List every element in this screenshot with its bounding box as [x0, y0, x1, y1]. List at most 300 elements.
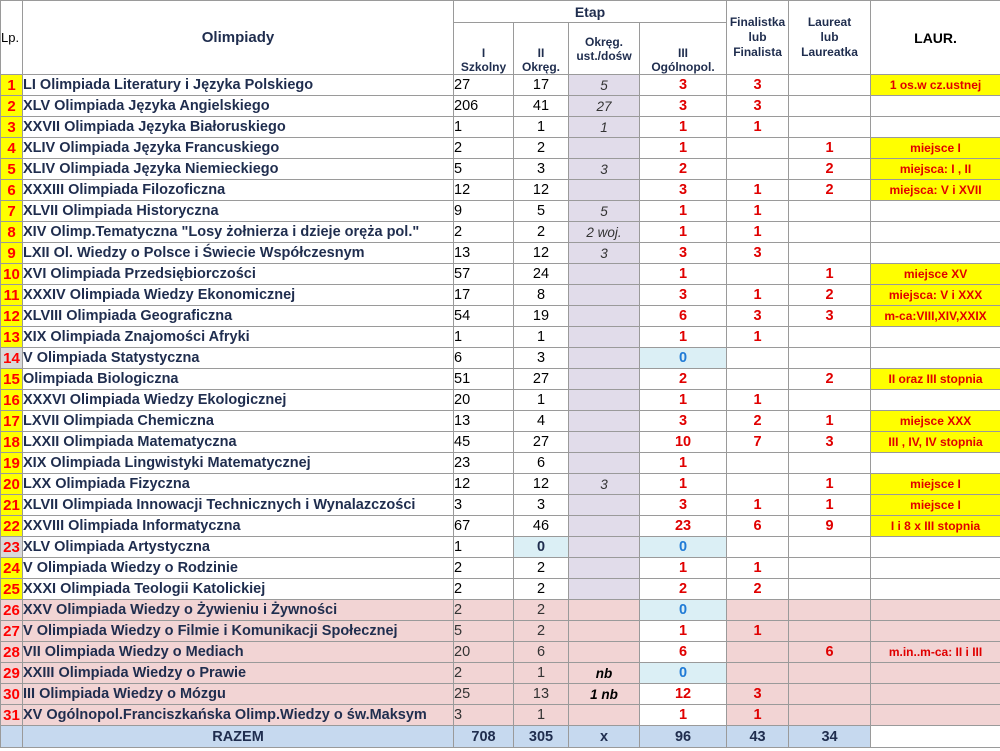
oral-stage-count: 3: [569, 474, 640, 495]
row-number: 19: [1, 453, 23, 474]
olympiad-name: XLV Olimpiada Artystyczna: [23, 537, 454, 558]
row-number: 12: [1, 306, 23, 327]
district-stage-count: 19: [514, 306, 569, 327]
table-row: [1, 663, 1000, 684]
laureate-note: [871, 390, 1000, 411]
total-national: 96: [640, 726, 727, 748]
table-row: [1, 117, 1000, 138]
table-row: [1, 243, 1000, 264]
national-stage-count: 0: [640, 663, 727, 684]
oral-stage-count: [569, 642, 640, 663]
oral-stage-count: 2 woj.: [569, 222, 640, 243]
school-stage-count: 1: [454, 117, 514, 138]
oral-stage-count: [569, 348, 640, 369]
table-row: [1, 264, 1000, 285]
district-stage-count: 46: [514, 516, 569, 537]
table-row: [1, 390, 1000, 411]
laureate-note: [871, 537, 1000, 558]
row-number: 9: [1, 243, 23, 264]
laureate-note: [871, 243, 1000, 264]
district-stage-count: 12: [514, 243, 569, 264]
finalist-count: 1: [727, 180, 789, 201]
oral-stage-count: [569, 369, 640, 390]
row-number: 17: [1, 411, 23, 432]
laureate-note: [871, 222, 1000, 243]
oral-stage-count: [569, 453, 640, 474]
olympiad-name: XIX Olimpiada Lingwistyki Matematycznej: [23, 453, 454, 474]
olympiad-name: XXXIII Olimpiada Filozoficzna: [23, 180, 454, 201]
olympiad-name: LXXII Olimpiada Matematyczna: [23, 432, 454, 453]
row-number: 5: [1, 159, 23, 180]
national-stage-count: 1: [640, 264, 727, 285]
table-row: [1, 516, 1000, 537]
laureate-note: [871, 705, 1000, 726]
national-stage-count: 1: [640, 222, 727, 243]
oral-stage-count: 1: [569, 117, 640, 138]
finalist-count: 6: [727, 516, 789, 537]
national-stage-count: 6: [640, 642, 727, 663]
laureate-count: [789, 621, 871, 642]
laureate-count: 1: [789, 264, 871, 285]
finalist-count: 1: [727, 621, 789, 642]
row-number: 7: [1, 201, 23, 222]
national-stage-count: 0: [640, 537, 727, 558]
school-stage-count: 5: [454, 159, 514, 180]
oral-stage-count: 3: [569, 159, 640, 180]
finalist-header: Finalistka lub Finalista: [727, 1, 789, 75]
oral-stage-count: [569, 327, 640, 348]
finalist-count: [727, 600, 789, 621]
row-number: 26: [1, 600, 23, 621]
district-stage-count: 1: [514, 663, 569, 684]
olympiad-name: LXX Olimpiada Fizyczna: [23, 474, 454, 495]
laureate-note: [871, 96, 1000, 117]
table-row: [1, 453, 1000, 474]
laureate-note: [871, 621, 1000, 642]
row-number: 31: [1, 705, 23, 726]
laureate-note: [871, 453, 1000, 474]
school-stage-count: 13: [454, 243, 514, 264]
school-stage-count: 2: [454, 663, 514, 684]
finalist-count: [727, 159, 789, 180]
national-stage-count: 3: [640, 243, 727, 264]
row-number: 30: [1, 684, 23, 705]
row-number: 22: [1, 516, 23, 537]
district-stage-count: 8: [514, 285, 569, 306]
row-number: 4: [1, 138, 23, 159]
olympiad-name: VII Olimpiada Wiedzy o Mediach: [23, 642, 454, 663]
olympiad-name: XXVII Olimpiada Języka Białoruskiego: [23, 117, 454, 138]
oral-stage-count: [569, 306, 640, 327]
laureate-note: [871, 600, 1000, 621]
table-row: [1, 75, 1000, 96]
table-row: [1, 474, 1000, 495]
table-row: [1, 642, 1000, 663]
row-number: 11: [1, 285, 23, 306]
school-stage-count: 13: [454, 411, 514, 432]
finalist-count: [727, 138, 789, 159]
laureate-count: [789, 390, 871, 411]
stage-oral-header: Okręg. ust./dośw: [569, 23, 640, 75]
district-stage-count: 3: [514, 159, 569, 180]
table-row: [1, 327, 1000, 348]
school-stage-count: 17: [454, 285, 514, 306]
row-number: 15: [1, 369, 23, 390]
stage-district-header: II Okręg.: [514, 23, 569, 75]
district-stage-count: 3: [514, 348, 569, 369]
laureate-count: [789, 327, 871, 348]
national-stage-count: 3: [640, 285, 727, 306]
total-school: 708: [454, 726, 514, 748]
table-body: [1, 75, 1000, 748]
table-row: [1, 600, 1000, 621]
laureate-count: 1: [789, 474, 871, 495]
district-stage-count: 3: [514, 495, 569, 516]
national-stage-count: 1: [640, 705, 727, 726]
table-row: [1, 558, 1000, 579]
school-stage-count: 2: [454, 600, 514, 621]
total-number-cell: [1, 726, 23, 748]
national-stage-count: 1: [640, 621, 727, 642]
olympiad-name: XV Ogólnopol.Franciszkańska Olimp.Wiedzy o św.Maksym: [23, 705, 454, 726]
laureate-count: 1: [789, 495, 871, 516]
total-row: [1, 726, 1000, 748]
table-row: [1, 369, 1000, 390]
table-row: [1, 348, 1000, 369]
school-stage-count: 51: [454, 369, 514, 390]
olympiad-name: XIX Olimpiada Znajomości Afryki: [23, 327, 454, 348]
district-stage-count: 17: [514, 75, 569, 96]
laureate-note: m.in..m-ca: II i III: [871, 642, 1000, 663]
row-number: 10: [1, 264, 23, 285]
stage-national-header: III Ogólnopol.: [640, 23, 727, 75]
laureate-count: [789, 684, 871, 705]
row-number: 23: [1, 537, 23, 558]
table-row: [1, 495, 1000, 516]
finalist-count: 3: [727, 96, 789, 117]
school-stage-count: 2: [454, 222, 514, 243]
olympiad-name: Olimpiada Biologiczna: [23, 369, 454, 390]
finalist-count: 3: [727, 75, 789, 96]
olympiad-name: LXVII Olimpiada Chemiczna: [23, 411, 454, 432]
olympiad-name: XXIII Olimpiada Wiedzy o Prawie: [23, 663, 454, 684]
total-laureates: 34: [789, 726, 871, 748]
olympiad-name: XXXIV Olimpiada Wiedzy Ekonomicznej: [23, 285, 454, 306]
oral-stage-count: [569, 138, 640, 159]
row-number: 21: [1, 495, 23, 516]
district-stage-count: 1: [514, 390, 569, 411]
district-stage-count: 2: [514, 222, 569, 243]
laureate-note: [871, 579, 1000, 600]
olympiad-name: XLVIII Olimpiada Geograficzna: [23, 306, 454, 327]
national-stage-count: 0: [640, 600, 727, 621]
laureate-note: miejsce XV: [871, 264, 1000, 285]
national-stage-count: 1: [640, 453, 727, 474]
oral-stage-count: [569, 579, 640, 600]
national-stage-count: 6: [640, 306, 727, 327]
laureate-count: [789, 453, 871, 474]
school-stage-count: 67: [454, 516, 514, 537]
laureate-note: miejsce I: [871, 474, 1000, 495]
school-stage-count: 54: [454, 306, 514, 327]
district-stage-count: 4: [514, 411, 569, 432]
laureate-count: 3: [789, 432, 871, 453]
oral-stage-count: [569, 537, 640, 558]
olympiad-name: XIV Olimp.Tematyczna "Losy żołnierza i dzieje oręża pol.": [23, 222, 454, 243]
row-number: 20: [1, 474, 23, 495]
district-stage-count: 27: [514, 369, 569, 390]
laureate-count: [789, 579, 871, 600]
total-finalists: 43: [727, 726, 789, 748]
national-stage-count: 1: [640, 327, 727, 348]
school-stage-count: 12: [454, 474, 514, 495]
national-stage-count: 1: [640, 390, 727, 411]
olympiad-name: V Olimpiada Statystyczna: [23, 348, 454, 369]
olympiad-name: XXXVI Olimpiada Wiedzy Ekologicznej: [23, 390, 454, 411]
olympiad-name: XLVII Olimpiada Historyczna: [23, 201, 454, 222]
laureate-count: 3: [789, 306, 871, 327]
national-stage-count: 3: [640, 75, 727, 96]
laureate-count: [789, 243, 871, 264]
laureate-note: miejsca: I , II: [871, 159, 1000, 180]
table-row: [1, 411, 1000, 432]
laureate-note: II oraz III stopnia: [871, 369, 1000, 390]
national-stage-count: 3: [640, 495, 727, 516]
national-stage-count: 1: [640, 558, 727, 579]
oral-stage-count: [569, 516, 640, 537]
oral-stage-count: [569, 264, 640, 285]
finalist-count: 3: [727, 306, 789, 327]
district-stage-count: 1: [514, 705, 569, 726]
district-stage-count: 6: [514, 453, 569, 474]
laureate-count: 2: [789, 369, 871, 390]
table-row: [1, 201, 1000, 222]
district-stage-count: 27: [514, 432, 569, 453]
school-stage-count: 20: [454, 642, 514, 663]
row-number: 1: [1, 75, 23, 96]
district-stage-count: 2: [514, 579, 569, 600]
laureate-count: [789, 705, 871, 726]
olympiad-name: XXXI Olimpiada Teologii Katolickiej: [23, 579, 454, 600]
olympiad-name: XLVII Olimpiada Innowacji Technicznych i Wynalazczości: [23, 495, 454, 516]
lp-header: Lp.: [1, 1, 23, 75]
laureate-count: [789, 117, 871, 138]
district-stage-count: 24: [514, 264, 569, 285]
table-row: [1, 96, 1000, 117]
school-stage-count: 20: [454, 390, 514, 411]
table-row: [1, 537, 1000, 558]
laureate-note: 1 os.w cz.ustnej: [871, 75, 1000, 96]
district-stage-count: 1: [514, 117, 569, 138]
school-stage-count: 9: [454, 201, 514, 222]
laur-header: LAUR.: [871, 1, 1000, 75]
national-stage-count: 1: [640, 117, 727, 138]
laureate-note: m-ca:VIII,XIV,XXIX: [871, 306, 1000, 327]
laureate-note: [871, 348, 1000, 369]
laureate-count: 1: [789, 138, 871, 159]
finalist-count: 2: [727, 411, 789, 432]
national-stage-count: 0: [640, 348, 727, 369]
school-stage-count: 2: [454, 558, 514, 579]
district-stage-count: 13: [514, 684, 569, 705]
national-stage-count: 23: [640, 516, 727, 537]
finalist-count: [727, 663, 789, 684]
laureate-count: [789, 663, 871, 684]
finalist-count: 1: [727, 201, 789, 222]
row-number: 16: [1, 390, 23, 411]
row-number: 13: [1, 327, 23, 348]
laureate-count: [789, 537, 871, 558]
laureate-count: [789, 96, 871, 117]
laureate-count: [789, 348, 871, 369]
olympiad-name: XXVIII Olimpiada Informatyczna: [23, 516, 454, 537]
national-stage-count: 10: [640, 432, 727, 453]
oral-stage-count: 3: [569, 243, 640, 264]
row-number: 6: [1, 180, 23, 201]
laureate-note: [871, 327, 1000, 348]
laureate-count: 2: [789, 180, 871, 201]
laureate-note: [871, 684, 1000, 705]
total-label: RAZEM: [23, 726, 454, 748]
laureate-note: III , IV, IV stopnia: [871, 432, 1000, 453]
row-number: 14: [1, 348, 23, 369]
laureate-count: 1: [789, 411, 871, 432]
total-oral: x: [569, 726, 640, 748]
row-number: 28: [1, 642, 23, 663]
row-number: 24: [1, 558, 23, 579]
olympiad-name: XLIV Olimpiada Języka Niemieckiego: [23, 159, 454, 180]
table-row: [1, 579, 1000, 600]
row-number: 8: [1, 222, 23, 243]
national-stage-count: 3: [640, 411, 727, 432]
laureate-note: I i 8 x III stopnia: [871, 516, 1000, 537]
table-row: [1, 138, 1000, 159]
school-stage-count: 2: [454, 579, 514, 600]
district-stage-count: 5: [514, 201, 569, 222]
olympiad-name: XLIV Olimpiada Języka Francuskiego: [23, 138, 454, 159]
laureate-count: 6: [789, 642, 871, 663]
table-row: [1, 180, 1000, 201]
finalist-count: [727, 453, 789, 474]
finalist-count: 1: [727, 117, 789, 138]
school-stage-count: 3: [454, 495, 514, 516]
national-stage-count: 2: [640, 369, 727, 390]
finalist-count: 3: [727, 684, 789, 705]
finalist-count: [727, 369, 789, 390]
oral-stage-count: 1 nb: [569, 684, 640, 705]
finalist-count: 1: [727, 558, 789, 579]
laureate-count: 9: [789, 516, 871, 537]
laureate-note: [871, 663, 1000, 684]
laureate-note: [871, 558, 1000, 579]
school-stage-count: 27: [454, 75, 514, 96]
oral-stage-count: [569, 180, 640, 201]
district-stage-count: 12: [514, 474, 569, 495]
finalist-count: 3: [727, 243, 789, 264]
stage-header: Etap: [454, 1, 727, 23]
finalist-count: 2: [727, 579, 789, 600]
district-stage-count: 2: [514, 600, 569, 621]
school-stage-count: 3: [454, 705, 514, 726]
row-number: 18: [1, 432, 23, 453]
national-stage-count: 1: [640, 201, 727, 222]
laureate-note: miejsce XXX: [871, 411, 1000, 432]
oral-stage-count: [569, 705, 640, 726]
laureate-note: [871, 117, 1000, 138]
row-number: 2: [1, 96, 23, 117]
school-stage-count: 57: [454, 264, 514, 285]
school-stage-count: 1: [454, 327, 514, 348]
national-stage-count: 1: [640, 474, 727, 495]
school-stage-count: 2: [454, 138, 514, 159]
table-row: [1, 285, 1000, 306]
laureate-note: miejsce I: [871, 495, 1000, 516]
finalist-count: 7: [727, 432, 789, 453]
total-district: 305: [514, 726, 569, 748]
national-stage-count: 12: [640, 684, 727, 705]
district-stage-count: 1: [514, 327, 569, 348]
finalist-count: [727, 474, 789, 495]
school-stage-count: 12: [454, 180, 514, 201]
school-stage-count: 45: [454, 432, 514, 453]
finalist-count: 1: [727, 390, 789, 411]
oral-stage-count: [569, 411, 640, 432]
laureate-count: [789, 201, 871, 222]
laureate-count: 2: [789, 285, 871, 306]
national-stage-count: 3: [640, 180, 727, 201]
table-row: [1, 684, 1000, 705]
finalist-count: [727, 642, 789, 663]
finalist-count: [727, 264, 789, 285]
oral-stage-count: 27: [569, 96, 640, 117]
laureate-header: Laureat lub Laureatka: [789, 1, 871, 75]
oral-stage-count: [569, 558, 640, 579]
oral-stage-count: [569, 432, 640, 453]
oral-stage-count: 5: [569, 201, 640, 222]
oral-stage-count: [569, 390, 640, 411]
laureate-count: [789, 600, 871, 621]
olympiad-name: V Olimpiada Wiedzy o Filmie i Komunikacji Społecznej: [23, 621, 454, 642]
school-stage-count: 5: [454, 621, 514, 642]
laureate-note: [871, 201, 1000, 222]
district-stage-count: 12: [514, 180, 569, 201]
finalist-count: 1: [727, 705, 789, 726]
school-stage-count: 6: [454, 348, 514, 369]
district-stage-count: 6: [514, 642, 569, 663]
finalist-count: 1: [727, 285, 789, 306]
finalist-count: 1: [727, 495, 789, 516]
table-row: [1, 705, 1000, 726]
row-number: 27: [1, 621, 23, 642]
school-stage-count: 25: [454, 684, 514, 705]
district-stage-count: 2: [514, 558, 569, 579]
finalist-count: 1: [727, 222, 789, 243]
row-number: 29: [1, 663, 23, 684]
national-stage-count: 1: [640, 138, 727, 159]
olympiad-name: XXV Olimpiada Wiedzy o Żywieniu i Żywności: [23, 600, 454, 621]
stage-school-header: I Szkolny: [454, 23, 514, 75]
olympiad-name: XVI Olimpiada Przedsiębiorczości: [23, 264, 454, 285]
national-stage-count: 2: [640, 159, 727, 180]
school-stage-count: 1: [454, 537, 514, 558]
olympiad-name: LXII Ol. Wiedzy o Polsce i Świecie Współczesnym: [23, 243, 454, 264]
table-row: [1, 306, 1000, 327]
national-stage-count: 2: [640, 579, 727, 600]
olympiad-name: V Olimpiada Wiedzy o Rodzinie: [23, 558, 454, 579]
table-row: [1, 432, 1000, 453]
finalist-count: [727, 537, 789, 558]
laureate-note: miejsca: V i XXX: [871, 285, 1000, 306]
